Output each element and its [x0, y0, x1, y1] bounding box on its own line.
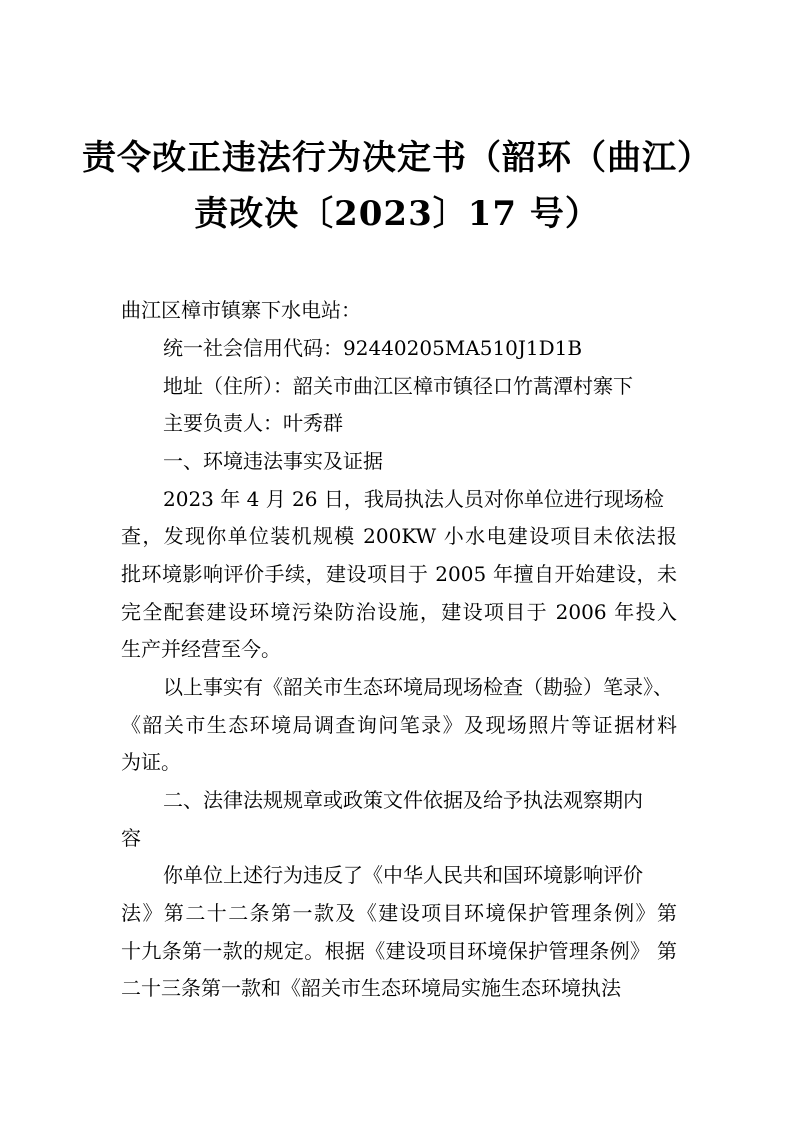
paragraph-line: 法》第二十二条第一款及《建设项目环境保护管理条例》第 — [121, 901, 677, 925]
document-title-line-1: 责令改正违法行为决定书（韶环（曲江） — [82, 138, 712, 178]
section-2-heading-cont: 容 — [121, 826, 141, 850]
paragraph-line: 2023 年 4 月 26 日，我局执法人员对你单位进行现场检 — [163, 487, 664, 511]
paragraph-line: 生产并经营至今。 — [121, 637, 281, 661]
paragraph-line: 十九条第一款的规定。根据《建设项目环境保护管理条例》 第 — [121, 939, 677, 963]
credit-code: 统一社会信用代码：92440205MA510J1D1B — [163, 336, 583, 360]
paragraph-line: 《韶关市生态环境局调查询问笔录》及现场照片等证据材料 — [121, 713, 677, 737]
paragraph-line: 你单位上述行为违反了《中华人民共和国环境影响评价 — [163, 863, 643, 887]
document-title-line-2: 责改决〔2023〕17 号） — [194, 194, 600, 234]
paragraph-line: 以上事实有《韶关市生态环境局现场检查（勘验）笔录》、 — [163, 675, 673, 699]
paragraph-line: 为证。 — [121, 750, 181, 774]
recipient: 曲江区樟市镇寨下水电站： — [121, 298, 361, 322]
section-1-heading: 一、环境违法事实及证据 — [163, 449, 383, 473]
address: 地址（住所）：韶关市曲江区樟市镇径口竹蒿潭村寨下 — [163, 374, 633, 398]
paragraph-line: 查，发现你单位装机规模 200KW 小水电建设项目未依法报 — [121, 524, 677, 548]
paragraph-line: 二十三条第一款和《韶关市生态环境局实施生态环境执法 — [121, 976, 621, 1000]
principal: 主要负责人：叶秀群 — [163, 411, 343, 435]
paragraph-line: 批环境影响评价手续，建设项目于 2005 年擅自开始建设，未 — [121, 562, 677, 586]
section-2-heading: 二、法律法规规章或政策文件依据及给予执法观察期内 — [163, 788, 643, 812]
paragraph-line: 完全配套建设环境污染防治设施，建设项目于 2006 年投入 — [121, 600, 677, 624]
